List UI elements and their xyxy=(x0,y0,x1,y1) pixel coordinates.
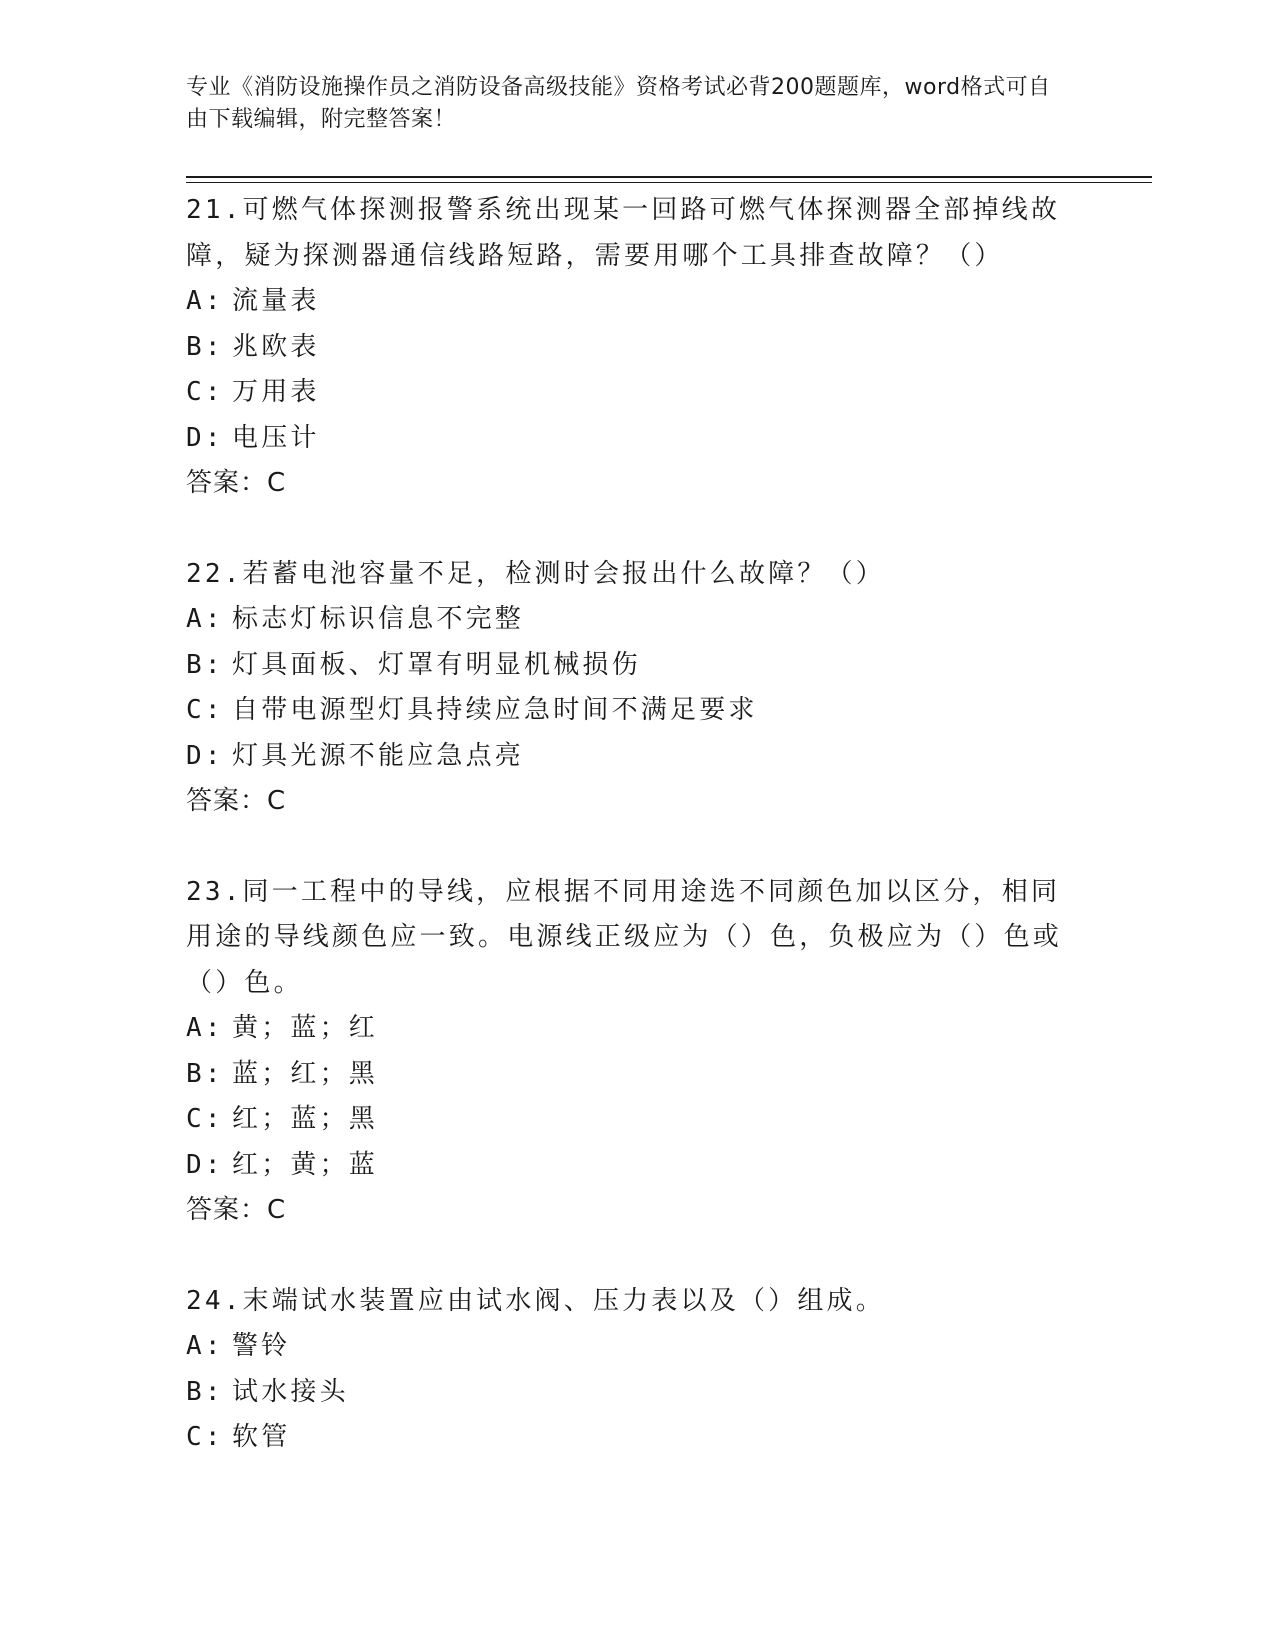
option-b xyxy=(186,325,1086,371)
option-text: 灯具面板、灯罩有明显机械损伤 xyxy=(232,649,641,680)
option-key: C: xyxy=(186,1422,224,1452)
option-key: D: xyxy=(186,422,224,453)
option-key: B: xyxy=(186,649,224,680)
question-stem: 21.可燃气体探测报警系统出现某一回路可燃气体探测器全部掉线故障，疑为探测器通信线路短路，需要用哪个工具排查故障？（） xyxy=(186,195,1061,271)
option-text: 灯具光源不能应急点亮 xyxy=(232,740,525,771)
option-key: C: xyxy=(186,1104,224,1134)
question-list xyxy=(186,188,1086,1461)
option-text: 标志灯标识信息不完整 xyxy=(232,604,525,634)
option-key: B: xyxy=(186,1376,224,1407)
option-b xyxy=(186,643,1086,689)
option-a xyxy=(186,1324,1086,1370)
answer-line: 答案：C xyxy=(186,468,287,498)
option-key: A: xyxy=(186,286,224,316)
option-c xyxy=(186,1415,1086,1461)
question-stem: 23.同一工程中的导线，应根据不同用途选不同颜色加以区分，相同用途的导线颜色应一致。电源线正级应为（）色，负极应为（）色或（）色。 xyxy=(186,876,1063,998)
option-text: 兆欧表 xyxy=(232,331,320,362)
question-stem: 24.末端试水装置应由试水阀、压力表以及（）组成。 xyxy=(186,1285,885,1316)
option-text: 软管 xyxy=(232,1422,291,1452)
option-key: D: xyxy=(186,1149,224,1180)
question-24 xyxy=(186,1279,1086,1461)
question-spacer xyxy=(186,507,1086,552)
option-text: 黄；蓝；红 xyxy=(232,1013,379,1043)
option-c xyxy=(186,688,1086,734)
option-b xyxy=(186,1052,1086,1098)
option-key: C: xyxy=(186,377,224,407)
question-spacer xyxy=(186,1234,1086,1279)
question-stem: 22.若蓄电池容量不足，检测时会报出什么故障？（） xyxy=(186,558,885,589)
question-spacer xyxy=(186,825,1086,870)
option-text: 红；蓝；黑 xyxy=(232,1104,379,1134)
option-d xyxy=(186,734,1086,780)
option-key: A: xyxy=(186,604,224,634)
option-c xyxy=(186,370,1086,416)
answer-line: 答案：C xyxy=(186,1195,287,1225)
option-a xyxy=(186,597,1086,643)
option-d xyxy=(186,1143,1086,1189)
option-key: A: xyxy=(186,1013,224,1043)
option-key: B: xyxy=(186,1058,224,1089)
option-key: C: xyxy=(186,695,224,725)
option-text: 红；黄；蓝 xyxy=(232,1149,379,1180)
header-divider-thin xyxy=(186,182,1152,183)
header-divider-thick xyxy=(186,176,1152,178)
option-key: B: xyxy=(186,331,224,362)
option-b xyxy=(186,1370,1086,1416)
option-c xyxy=(186,1097,1086,1143)
option-text: 蓝；红；黑 xyxy=(232,1058,379,1089)
option-text: 流量表 xyxy=(232,286,320,316)
question-21 xyxy=(186,188,1086,507)
option-text: 电压计 xyxy=(232,422,320,453)
option-key: A: xyxy=(186,1331,224,1361)
option-a xyxy=(186,279,1086,325)
option-text: 万用表 xyxy=(232,377,320,407)
document-header: 专业《消防设施操作员之消防设备高级技能》资格考试必背200题题库，word格式可自由下载编辑，附完整答案！ xyxy=(186,75,1051,132)
option-a xyxy=(186,1006,1086,1052)
question-23 xyxy=(186,870,1086,1234)
question-22 xyxy=(186,552,1086,825)
option-text: 自带电源型灯具持续应急时间不满足要求 xyxy=(232,695,758,725)
option-key: D: xyxy=(186,740,224,771)
option-text: 试水接头 xyxy=(232,1376,349,1407)
option-d xyxy=(186,416,1086,462)
option-text: 警铃 xyxy=(232,1331,291,1361)
answer-line: 答案：C xyxy=(186,786,287,816)
